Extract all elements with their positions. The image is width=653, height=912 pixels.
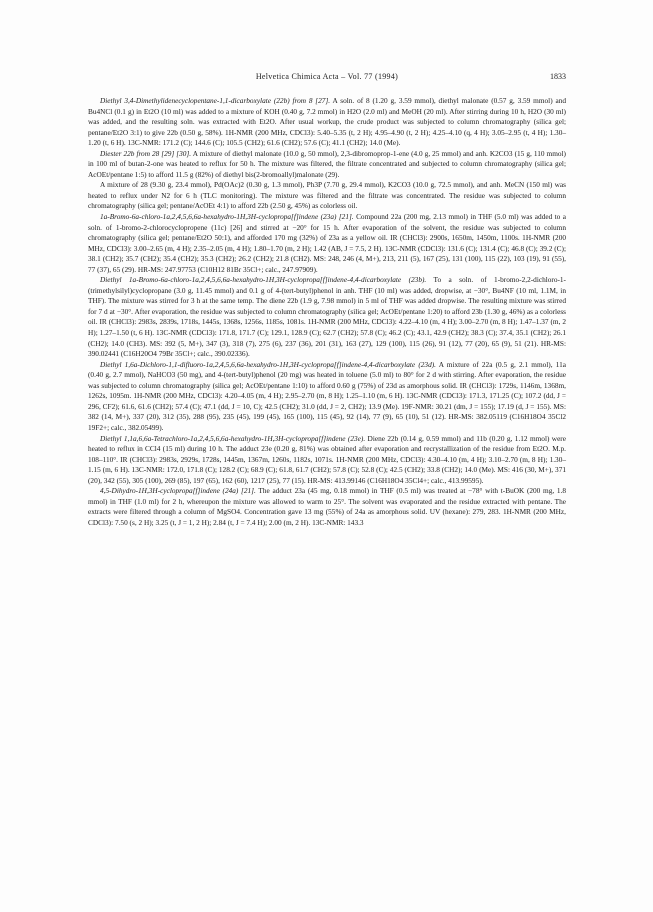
compound-heading: 1a-Bromo-6a-chloro-1a,2,4,5,6,6a-hexahydro-1H,3H-cyclopropa[f]indene (23a) [21]. — [100, 212, 354, 222]
paragraph-23e — [88, 434, 566, 487]
compound-heading: Diester 22b from 28 [29] [30]. — [100, 148, 192, 158]
paragraph-text: Compound 22a (200 mg, 2.13 mmol) in THF (5.0 ml) was added to a soln. of 1-bromo-2-chlorocyclopropene (11c) [26] and stirred at −20° for 15 h. After evaporation of the solvent, the residue was subjected to column chromatography (silica gel; pentane/Et2O 50:1), and afforded 170 mg (32%) of 23a as a yellow oil. IR (CHCl3): 2900s, 1650m, 1450m, 1100s. 1H-NMR (200 MHz, CDCl3): 3.00–2.65 (m, 4 H); 2.35–2.05 (m, 4 H); 1.80–1.70 (m, 2 H); 1.42 (AB, J = 7.5, 2 H). 13C-NMR (CDCl3): 131.6 (C); 131.4 (C); 46.8 (C); 39.2 (C); 38.1 (CH2); 35.7 (CH2); 35.4 (CH2); 35.3 (CH2); 26.2 (CH2); 21.8 (CH2). MS: 248, 246 (4, M+), 213, 211 (5), 167 (25), 131 (100), 115 (22), 103 (19), 91 (55), 77 (37), 65 (29). HR-MS: 247.97753 (C10H12 81Br 35Cl+; calc., 247.97909). — [88, 212, 566, 274]
paragraph-text: A mixture of 22a (0.5 g, 2.1 mmol), 11a (0.40 g, 2.7 mmol), NaHCO3 (50 mg), and 4-(tert-butyl)phenol (20 mg) was heated in toluene (5.0 ml) to 80° for 2 d with stirring. After evaporation, the residue was subjected to column chromatography (silica gel; AcOEt/pentane 1:10) to afford 0.60 g (75%) of 23d as amorphous solid. IR (CHCl3): 1729s, 1146m, 1368m, 1262s, 1095m. 1H-NMR (200 MHz, CDCl3): 4.20–4.05 (m, 4 H); 2.95–2.70 (m, 8 H); 1.25–1.10 (m, 6 H). 13C-NMR (CDCl3): 171.3, 171.25 (C); 107.2 (dd, J = 296, CF2); 61.6, 61.6 (CH2); 57.4 (C); 47.1 (dd, J = 10, C); 42.5 (CH2); 31.0 (dd, J = 2, CH2); 13.9 (Me). 19F-NMR: 30.21 (dm, J = 155); 17.19 (d, J = 155). MS: 382 (14, M+), 337 (20), 312 (35), 288 (95), 235 (45), 199 (45), 165 (100), 115 (45), 92 (14), 77 (9), 65 (10), 51 (12). HR-MS: 382.05119 (C16H18O4 35Cl2 19F2+; calc., 382.05499). — [88, 359, 566, 432]
paragraph-cyclization — [88, 180, 566, 212]
paragraph-text: To a soln. of 1-bromo-2,2-dichloro-1-(trimethylsilyl)cyclopropane (3.0 g, 11.45 mmol) and 0.1 g of 4-(tert-butyl)phenol in anh. THF (10 ml) was added, dropwise, at −30°, Bu4NF (10 ml, 1.1M, in THF). The mixture was stirred for 3 h at the same temp. The diene 22b (1.9 g, 7.98 mmol) in 5 ml of THF was added dropwise. The resulting mixture was stirred for 7 d at −30°. After evaporation, the residue was subjected to column chromatography (silica gel; AcOEt/pentane 1:20) to afford 23b (1.30 g, 46%) as a colorless oil. IR (CHCl3): 2983s, 2839s, 1718s, 1445s, 1368s, 1256s, 1185s, 1081s. 1H-NMR (200 MHz, CDCl3): 4.22–4.10 (m, 4 H); 3.00–2.70 (m, 8 H); 1.47–1.37 (m, 2 H); 1.27–1.50 (t, 6 H). 13C-NMR (CDCl3): 171.8, 171.7 (C); 129.1, 128.9 (C); 62.7 (CH2); 57.8 (C); 46.2 (C); 43.1, 42.9 (CH2); 38.3 (C); 37.4, 35.1 (CH2); 26.1 (CH2); 14.0 (CH3). MS: 392 (5, M+), 347 (3), 318 (7), 275 (6), 237 (36), 201 (31), 163 (27), 129 (100), 115 (26), 91 (12), 77 (20), 65 (9), 51 (21). HR-MS: 390.02441 (C16H20O4 79Br 35Cl+; calc., 390.02336). — [88, 275, 566, 359]
compound-heading: Diethyl 1a-Bromo-6a-chloro-1a,2,4,5,6,6a-hexahydro-1H,3H-cyclopropa[f]indene-4,4-dicarboxylate (23b). — [100, 275, 427, 285]
paragraph-text: Diene 22b (0.14 g, 0.59 mmol) and 11b (0.20 g, 1.12 mmol) were heated to reflux in CCl4 (15 ml) during 10 h. The adduct 23e (0.20 g, 81%) was obtained after evaporation and recrystallization of the residue from Et2O. M.p. 108–110°. IR (CHCl3): 2983s, 2929s, 1728s, 1445m, 1367m, 1260s, 1182s, 1071s. 1H-NMR (200 MHz, CDCl3): 4.30–4.10 (m, 4 H); 3.10–2.70 (m, 8 H); 1.30–1.15 (m, 6 H). 13C-NMR: 172.0, 171.8 (C); 128.2 (C); 68.9 (C); 61.8, 61.7 (CH2); 57.8 (C); 52.8 (C); 42.5 (CH2); 33.8 (CH2); 14.0 (Me). MS: 416 (30, M+), 371 (20), 342 (55), 305 (100), 269 (85), 197 (65), 162 (60), 1217 (25), 77 (15). HR-MS: 413.99146 (C16H18O4 35Cl4+; calc., 413.99595). — [88, 433, 566, 485]
compound-heading: Diethyl 3,4-Dimethylidenecyclopentane-1,1-dicarboxylate (22b) from 8 [27]. — [100, 96, 331, 105]
paragraph-23a — [88, 212, 566, 275]
paragraph-23b — [88, 275, 566, 359]
paragraph-22b-from-8 — [88, 96, 566, 149]
journal-title: Helvetica Chimica Acta – Vol. 77 (1994) — [255, 72, 399, 81]
compound-heading: 4,5-Dihydro-1H,3H-cyclopropa[f]indene (24a) [21]. — [100, 486, 256, 496]
running-header — [88, 70, 566, 84]
page-number: 1833 — [550, 72, 566, 81]
paragraph-text: A soln. of 8 (1.20 g, 3.59 mmol), diethyl malonate (0.57 g, 3.59 mmol) and Bu4NCl (0.1 g) in Et2O (10 ml) was added to a mixture of KOH (0.40 g, 7.2 mmol) in H2O (2.0 ml) and MeOH (20 ml). After stirring during 10 h, H2O (30 ml) was added, and the resulting soln. was extracted with Et2O. After usual workup, the crude product was subjected to column chromatography (silica gel; pentane/Et2O 3:1) to give 22b (0.50 g, 58%). 1H-NMR (200 MHz, CDCl3): 5.40–5.35 (t, 2 H); 4.95–4.90 (t, 2 H); 4.25–4.10 (q, 4 H); 3.05–2.95 (t, 4 H); 1.30–1.20 (t, 6 H). 13C-NMR: 171.2 (C); 144.6 (C); 105.5 (CH2); 61.6 (CH2); 57.6 (C); 41.1 (CH2); 14.0 (Me). — [88, 96, 566, 148]
paragraph-text: The adduct 23a (45 mg, 0.18 mmol) in THF (0.5 ml) was treated at −78° with t-BuOK (200 mg, 1.8 mmol) in THF (1.0 ml) for 2 h, whereupon the mixture was allowed to warm to 25°. The solvent was evaporated and the residue extracted with pentane. The extracts were filtered through a column of MgSO4. Concentration gave 13 mg (55%) of 24a as amorphous solid. UV (hexane): 279, 283. 1H-NMR (200 MHz, CDCl3): 7.50 (s, 2 H); 3.25 (t, J = 1, 2 H); 2.84 (t, J = 7.4 H); 2.00 (m, 2 H). 13C-NMR: 143.3 — [88, 486, 566, 527]
paragraph-24a — [88, 486, 566, 528]
paragraph-22b-from-28 — [88, 149, 566, 181]
paragraph-text: A mixture of 28 (9.30 g, 23.4 mmol), Pd(OAc)2 (0.30 g, 1.3 mmol), Ph3P (7.70 g, 29.4 mmol), K2CO3 (10.0 g, 72.5 mmol), and anh. MeCN (150 ml) was heated to reflux under N2 for 6 h (TLC monitoring). The mixture was filtered and the filtrate was concentrated. The residue was subjected to column chromatography (silica gel; pentane/AcOEt 4:1) to afford 22b (2.50 g, 45%) as colorless oil. — [88, 180, 566, 211]
article-body — [88, 96, 566, 528]
paragraph-text: A mixture of diethyl malonate (10.0 g, 50 mmol), 2,3-dibromoprop-1-ene (4.0 g, 25 mmol) and anh. K2CO3 (15 g, 110 mmol) in 100 ml of butan-2-one was heated to reflux for 50 h. The mixture was filtered, the filtrate concentrated and subjected to column chromatography (silica gel; AcOEt/pentane 1:5) to afford 11.5 g (82%) of diethyl bis(2-bromoallyl)malonate (29). — [88, 148, 566, 179]
compound-heading: Diethyl 1,1a,6,6a-Tetrachloro-1a,2,4,5,6,6a-hexahydro-1H,3H-cyclopropa[f]indene (23e). — [100, 433, 366, 443]
paragraph-23d — [88, 360, 566, 434]
compound-heading: Diethyl 1,6a-Dichloro-1,1-difluoro-1a,2,4,5,6,6a-hexahydro-1H,3H-cyclopropa[f]indene-4,4-dicarboxylate (23d). — [100, 359, 436, 369]
